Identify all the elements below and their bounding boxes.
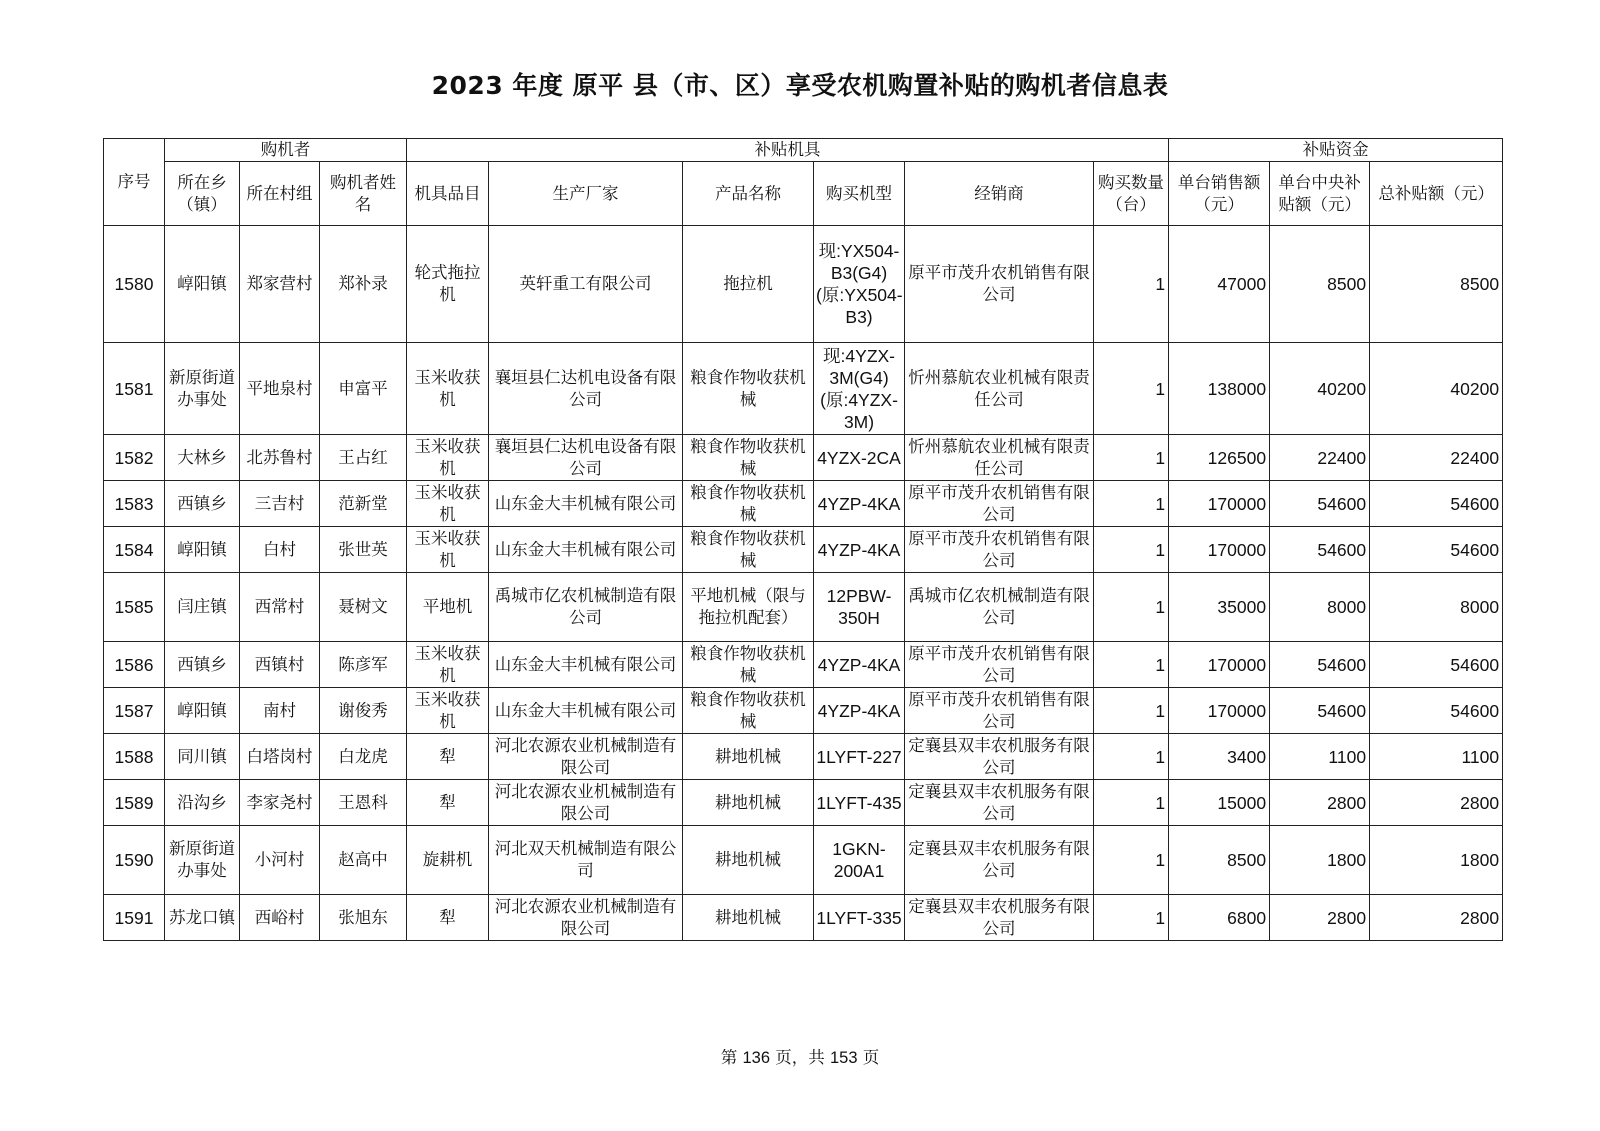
cell-price: 170000 <box>1169 688 1270 734</box>
table-row <box>104 481 1503 527</box>
header-dealer: 经销商 <box>905 162 1094 226</box>
table-row <box>104 435 1503 481</box>
cell-seq: 1586 <box>104 642 165 688</box>
footer-suffix: 页 <box>862 1048 880 1067</box>
cell-manufacturer: 山东金大丰机械有限公司 <box>489 688 683 734</box>
cell-town: 同川镇 <box>165 734 240 780</box>
cell-category: 犁 <box>407 734 489 780</box>
header-seq: 序号 <box>104 139 165 226</box>
cell-category: 犁 <box>407 895 489 941</box>
cell-manufacturer: 山东金大丰机械有限公司 <box>489 527 683 573</box>
cell-village: 李家尧村 <box>240 780 320 826</box>
cell-product: 拖拉机 <box>683 226 814 343</box>
cell-seq: 1590 <box>104 826 165 895</box>
cell-qty: 1 <box>1094 481 1169 527</box>
page-title: 2023 年度 原平 县（市、区）享受农机购置补贴的购机者信息表 <box>431 71 1169 100</box>
cell-model: 4YZP-4KA <box>814 481 905 527</box>
cell-name: 白龙虎 <box>320 734 407 780</box>
cell-seq: 1588 <box>104 734 165 780</box>
cell-town: 沿沟乡 <box>165 780 240 826</box>
cell-product: 耕地机械 <box>683 895 814 941</box>
table-row <box>104 688 1503 734</box>
cell-product: 粮食作物收获机械 <box>683 435 814 481</box>
cell-dealer: 定襄县双丰农机服务有限公司 <box>905 780 1094 826</box>
cell-price: 138000 <box>1169 343 1270 435</box>
table-row <box>104 734 1503 780</box>
cell-total: 1100 <box>1370 734 1503 780</box>
cell-product: 粮食作物收获机械 <box>683 688 814 734</box>
cell-total: 1800 <box>1370 826 1503 895</box>
cell-town: 新原街道办事处 <box>165 826 240 895</box>
footer-middle: 页，共 <box>775 1048 825 1067</box>
cell-model: 1GKN-200A1 <box>814 826 905 895</box>
cell-dealer: 忻州慕航农业机械有限责任公司 <box>905 435 1094 481</box>
cell-dealer: 忻州慕航农业机械有限责任公司 <box>905 343 1094 435</box>
cell-village: 西常村 <box>240 573 320 642</box>
cell-manufacturer: 襄垣县仁达机电设备有限公司 <box>489 343 683 435</box>
cell-central: 40200 <box>1270 343 1370 435</box>
cell-dealer: 原平市茂升农机销售有限公司 <box>905 688 1094 734</box>
cell-category: 轮式拖拉机 <box>407 226 489 343</box>
subsidy-table <box>103 138 1503 941</box>
cell-qty: 1 <box>1094 895 1169 941</box>
cell-name: 赵高中 <box>320 826 407 895</box>
cell-seq: 1585 <box>104 573 165 642</box>
cell-qty: 1 <box>1094 688 1169 734</box>
cell-price: 170000 <box>1169 642 1270 688</box>
cell-price: 170000 <box>1169 481 1270 527</box>
cell-manufacturer: 山东金大丰机械有限公司 <box>489 481 683 527</box>
cell-category: 玉米收获机 <box>407 527 489 573</box>
page-footer <box>0 1044 1600 1068</box>
cell-manufacturer: 河北农源农业机械制造有限公司 <box>489 780 683 826</box>
cell-town: 西镇乡 <box>165 642 240 688</box>
footer-total-pages: 153 <box>830 1049 858 1067</box>
cell-town: 崞阳镇 <box>165 226 240 343</box>
cell-town: 新原街道办事处 <box>165 343 240 435</box>
cell-price: 47000 <box>1169 226 1270 343</box>
cell-village: 三吉村 <box>240 481 320 527</box>
cell-price: 170000 <box>1169 527 1270 573</box>
cell-seq: 1581 <box>104 343 165 435</box>
cell-model: 4YZX-2CA <box>814 435 905 481</box>
cell-town: 崞阳镇 <box>165 688 240 734</box>
cell-category: 玉米收获机 <box>407 343 489 435</box>
cell-qty: 1 <box>1094 343 1169 435</box>
cell-model: 1LYFT-227 <box>814 734 905 780</box>
cell-manufacturer: 襄垣县仁达机电设备有限公司 <box>489 435 683 481</box>
cell-product: 耕地机械 <box>683 780 814 826</box>
group-funds: 补贴资金 <box>1169 139 1503 162</box>
cell-category: 玉米收获机 <box>407 688 489 734</box>
cell-name: 张旭东 <box>320 895 407 941</box>
cell-total: 54600 <box>1370 642 1503 688</box>
table-row <box>104 895 1503 941</box>
cell-price: 15000 <box>1169 780 1270 826</box>
cell-total: 2800 <box>1370 895 1503 941</box>
cell-central: 54600 <box>1270 642 1370 688</box>
cell-seq: 1584 <box>104 527 165 573</box>
header-total: 总补贴额（元） <box>1370 162 1503 226</box>
header-model: 购买机型 <box>814 162 905 226</box>
cell-village: 郑家营村 <box>240 226 320 343</box>
table-row <box>104 226 1503 343</box>
header-manufacturer: 生产厂家 <box>489 162 683 226</box>
table-row <box>104 780 1503 826</box>
cell-model: 4YZP-4KA <box>814 527 905 573</box>
cell-model: 4YZP-4KA <box>814 688 905 734</box>
cell-total: 2800 <box>1370 780 1503 826</box>
cell-seq: 1582 <box>104 435 165 481</box>
cell-central: 54600 <box>1270 481 1370 527</box>
cell-product: 粮食作物收获机械 <box>683 481 814 527</box>
cell-central: 1100 <box>1270 734 1370 780</box>
cell-dealer: 原平市茂升农机销售有限公司 <box>905 527 1094 573</box>
cell-village: 小河村 <box>240 826 320 895</box>
cell-central: 8000 <box>1270 573 1370 642</box>
cell-central: 54600 <box>1270 527 1370 573</box>
cell-total: 54600 <box>1370 527 1503 573</box>
cell-total: 8500 <box>1370 226 1503 343</box>
cell-qty: 1 <box>1094 780 1169 826</box>
cell-dealer: 原平市茂升农机销售有限公司 <box>905 481 1094 527</box>
cell-product: 平地机械（限与拖拉机配套） <box>683 573 814 642</box>
table-row <box>104 343 1503 435</box>
cell-town: 大林乡 <box>165 435 240 481</box>
cell-category: 犁 <box>407 780 489 826</box>
cell-village: 北苏鲁村 <box>240 435 320 481</box>
cell-model: 现:YX504-B3(G4)(原:YX504-B3) <box>814 226 905 343</box>
cell-price: 8500 <box>1169 826 1270 895</box>
cell-model: 4YZP-4KA <box>814 642 905 688</box>
cell-total: 54600 <box>1370 481 1503 527</box>
cell-manufacturer: 山东金大丰机械有限公司 <box>489 642 683 688</box>
cell-central: 2800 <box>1270 780 1370 826</box>
cell-category: 玉米收获机 <box>407 642 489 688</box>
cell-name: 聂树文 <box>320 573 407 642</box>
cell-qty: 1 <box>1094 435 1169 481</box>
table-row <box>104 573 1503 642</box>
cell-qty: 1 <box>1094 527 1169 573</box>
cell-manufacturer: 河北农源农业机械制造有限公司 <box>489 895 683 941</box>
cell-product: 粮食作物收获机械 <box>683 642 814 688</box>
cell-dealer: 定襄县双丰农机服务有限公司 <box>905 734 1094 780</box>
cell-dealer: 定襄县双丰农机服务有限公司 <box>905 826 1094 895</box>
table-row <box>104 826 1503 895</box>
cell-village: 白塔岗村 <box>240 734 320 780</box>
cell-price: 126500 <box>1169 435 1270 481</box>
cell-name: 陈彦军 <box>320 642 407 688</box>
cell-name: 张世英 <box>320 527 407 573</box>
cell-qty: 1 <box>1094 642 1169 688</box>
cell-category: 旋耕机 <box>407 826 489 895</box>
cell-model: 现:4YZX-3M(G4)(原:4YZX-3M) <box>814 343 905 435</box>
cell-price: 3400 <box>1169 734 1270 780</box>
cell-total: 40200 <box>1370 343 1503 435</box>
cell-central: 8500 <box>1270 226 1370 343</box>
footer-page-number: 136 <box>742 1049 770 1067</box>
cell-name: 申富平 <box>320 343 407 435</box>
header-product: 产品名称 <box>683 162 814 226</box>
table-body <box>104 226 1503 941</box>
cell-town: 崞阳镇 <box>165 527 240 573</box>
cell-central: 2800 <box>1270 895 1370 941</box>
cell-village: 白村 <box>240 527 320 573</box>
cell-seq: 1591 <box>104 895 165 941</box>
cell-village: 西镇村 <box>240 642 320 688</box>
header-price: 单台销售额（元） <box>1169 162 1270 226</box>
cell-category: 玉米收获机 <box>407 435 489 481</box>
cell-seq: 1580 <box>104 226 165 343</box>
cell-product: 耕地机械 <box>683 826 814 895</box>
cell-dealer: 禹城市亿农机械制造有限公司 <box>905 573 1094 642</box>
header-category: 机具品目 <box>407 162 489 226</box>
cell-category: 平地机 <box>407 573 489 642</box>
cell-central: 22400 <box>1270 435 1370 481</box>
header-qty: 购买数量（台） <box>1094 162 1169 226</box>
group-buyer: 购机者 <box>165 139 407 162</box>
cell-price: 6800 <box>1169 895 1270 941</box>
cell-dealer: 定襄县双丰农机服务有限公司 <box>905 895 1094 941</box>
cell-category: 玉米收获机 <box>407 481 489 527</box>
cell-qty: 1 <box>1094 826 1169 895</box>
cell-total: 54600 <box>1370 688 1503 734</box>
cell-name: 范新堂 <box>320 481 407 527</box>
cell-seq: 1589 <box>104 780 165 826</box>
cell-town: 西镇乡 <box>165 481 240 527</box>
cell-manufacturer: 河北农源农业机械制造有限公司 <box>489 734 683 780</box>
cell-qty: 1 <box>1094 573 1169 642</box>
cell-town: 闫庄镇 <box>165 573 240 642</box>
cell-manufacturer: 英轩重工有限公司 <box>489 226 683 343</box>
cell-dealer: 原平市茂升农机销售有限公司 <box>905 642 1094 688</box>
cell-village: 西峪村 <box>240 895 320 941</box>
cell-model: 1LYFT-335 <box>814 895 905 941</box>
cell-model: 12PBW-350H <box>814 573 905 642</box>
cell-village: 平地泉村 <box>240 343 320 435</box>
cell-name: 王占红 <box>320 435 407 481</box>
cell-seq: 1583 <box>104 481 165 527</box>
cell-manufacturer: 河北双天机械制造有限公司 <box>489 826 683 895</box>
group-machine: 补贴机具 <box>407 139 1169 162</box>
cell-price: 35000 <box>1169 573 1270 642</box>
cell-town: 苏龙口镇 <box>165 895 240 941</box>
cell-name: 王恩科 <box>320 780 407 826</box>
cell-dealer: 原平市茂升农机销售有限公司 <box>905 226 1094 343</box>
cell-product: 耕地机械 <box>683 734 814 780</box>
cell-qty: 1 <box>1094 734 1169 780</box>
cell-model: 1LYFT-435 <box>814 780 905 826</box>
cell-name: 郑补录 <box>320 226 407 343</box>
cell-seq: 1587 <box>104 688 165 734</box>
cell-village: 南村 <box>240 688 320 734</box>
header-town: 所在乡（镇） <box>165 162 240 226</box>
cell-total: 8000 <box>1370 573 1503 642</box>
cell-product: 粮食作物收获机械 <box>683 527 814 573</box>
cell-product: 粮食作物收获机械 <box>683 343 814 435</box>
cell-total: 22400 <box>1370 435 1503 481</box>
cell-manufacturer: 禹城市亿农机械制造有限公司 <box>489 573 683 642</box>
cell-central: 1800 <box>1270 826 1370 895</box>
cell-qty: 1 <box>1094 226 1169 343</box>
footer-prefix: 第 <box>720 1048 738 1067</box>
table-row <box>104 527 1503 573</box>
cell-name: 谢俊秀 <box>320 688 407 734</box>
cell-central: 54600 <box>1270 688 1370 734</box>
header-village: 所在村组 <box>240 162 320 226</box>
header-name: 购机者姓名 <box>320 162 407 226</box>
header-central: 单台中央补贴额（元） <box>1270 162 1370 226</box>
table-row <box>104 642 1503 688</box>
